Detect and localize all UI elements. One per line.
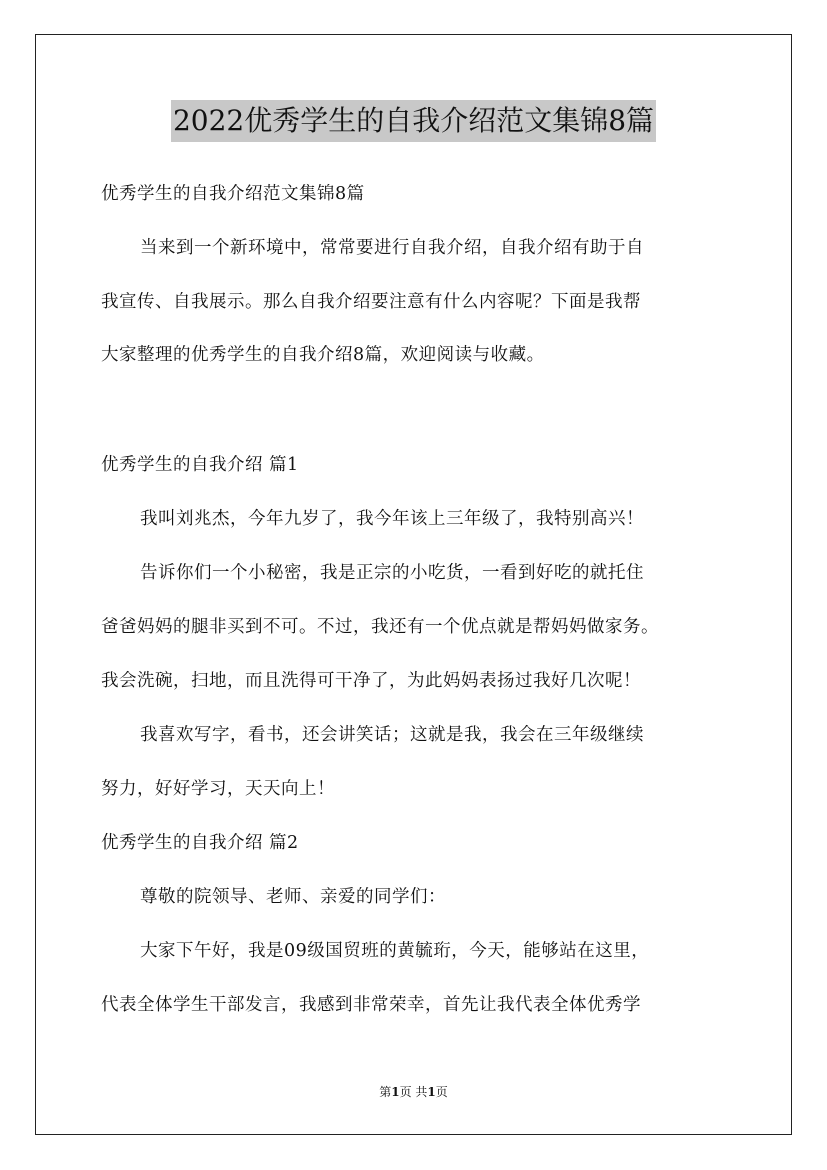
- footer-suffix: 页: [435, 1085, 448, 1099]
- paragraph-line: 尊敬的院领导、老师、亲爱的同学们：: [140, 887, 446, 907]
- paragraph-line: 代表全体学生干部发言，我感到非常荣幸，首先让我代表全体优秀学: [101, 995, 641, 1015]
- paragraph-line: 告诉你们一个小秘密，我是正宗的小吃货，一看到好吃的就托住: [140, 563, 644, 583]
- paragraph-line: 爸爸妈妈的腿非买到不可。不过，我还有一个优点就是帮妈妈做家务。: [101, 617, 659, 637]
- paragraph-line: 大家整理的优秀学生的自我介绍8篇，欢迎阅读与收藏。: [101, 345, 545, 365]
- paragraph-line: 我宣传、自我展示。那么自我介绍要注意有什么内容呢？下面是我帮: [101, 292, 641, 312]
- paragraph-line: 大家下午好，我是09级国贸班的黄毓珩，今天，能够站在这里，: [140, 941, 650, 961]
- paragraph-line: 努力，好好学习，天天向上！: [101, 779, 335, 799]
- page-footer: [0, 1083, 827, 1100]
- paragraph-line: 我叫刘兆杰，今年九岁了，我今年该上三年级了，我特别高兴！: [140, 509, 644, 529]
- section-heading: 优秀学生的自我介绍 篇2: [101, 833, 299, 853]
- title-container: [0, 100, 827, 142]
- subtitle-line: 优秀学生的自我介绍范文集锦8篇: [101, 184, 365, 204]
- paragraph-line: 我会洗碗，扫地，而且洗得可干净了，为此妈妈表扬过我好几次呢！: [101, 671, 641, 691]
- paragraph-line: 我喜欢写字，看书，还会讲笑话；这就是我，我会在三年级继续: [140, 725, 644, 745]
- footer-page-number: 1: [391, 1085, 400, 1099]
- footer-prefix: 第: [379, 1085, 392, 1099]
- document-title: 2022优秀学生的自我介绍范文集锦8篇: [171, 100, 656, 142]
- footer-middle: 页 共: [399, 1085, 428, 1099]
- footer-total-pages: 1: [427, 1085, 436, 1099]
- section-heading: 优秀学生的自我介绍 篇1: [101, 455, 299, 475]
- paragraph-line: 当来到一个新环境中，常常要进行自我介绍，自我介绍有助于自: [140, 238, 644, 258]
